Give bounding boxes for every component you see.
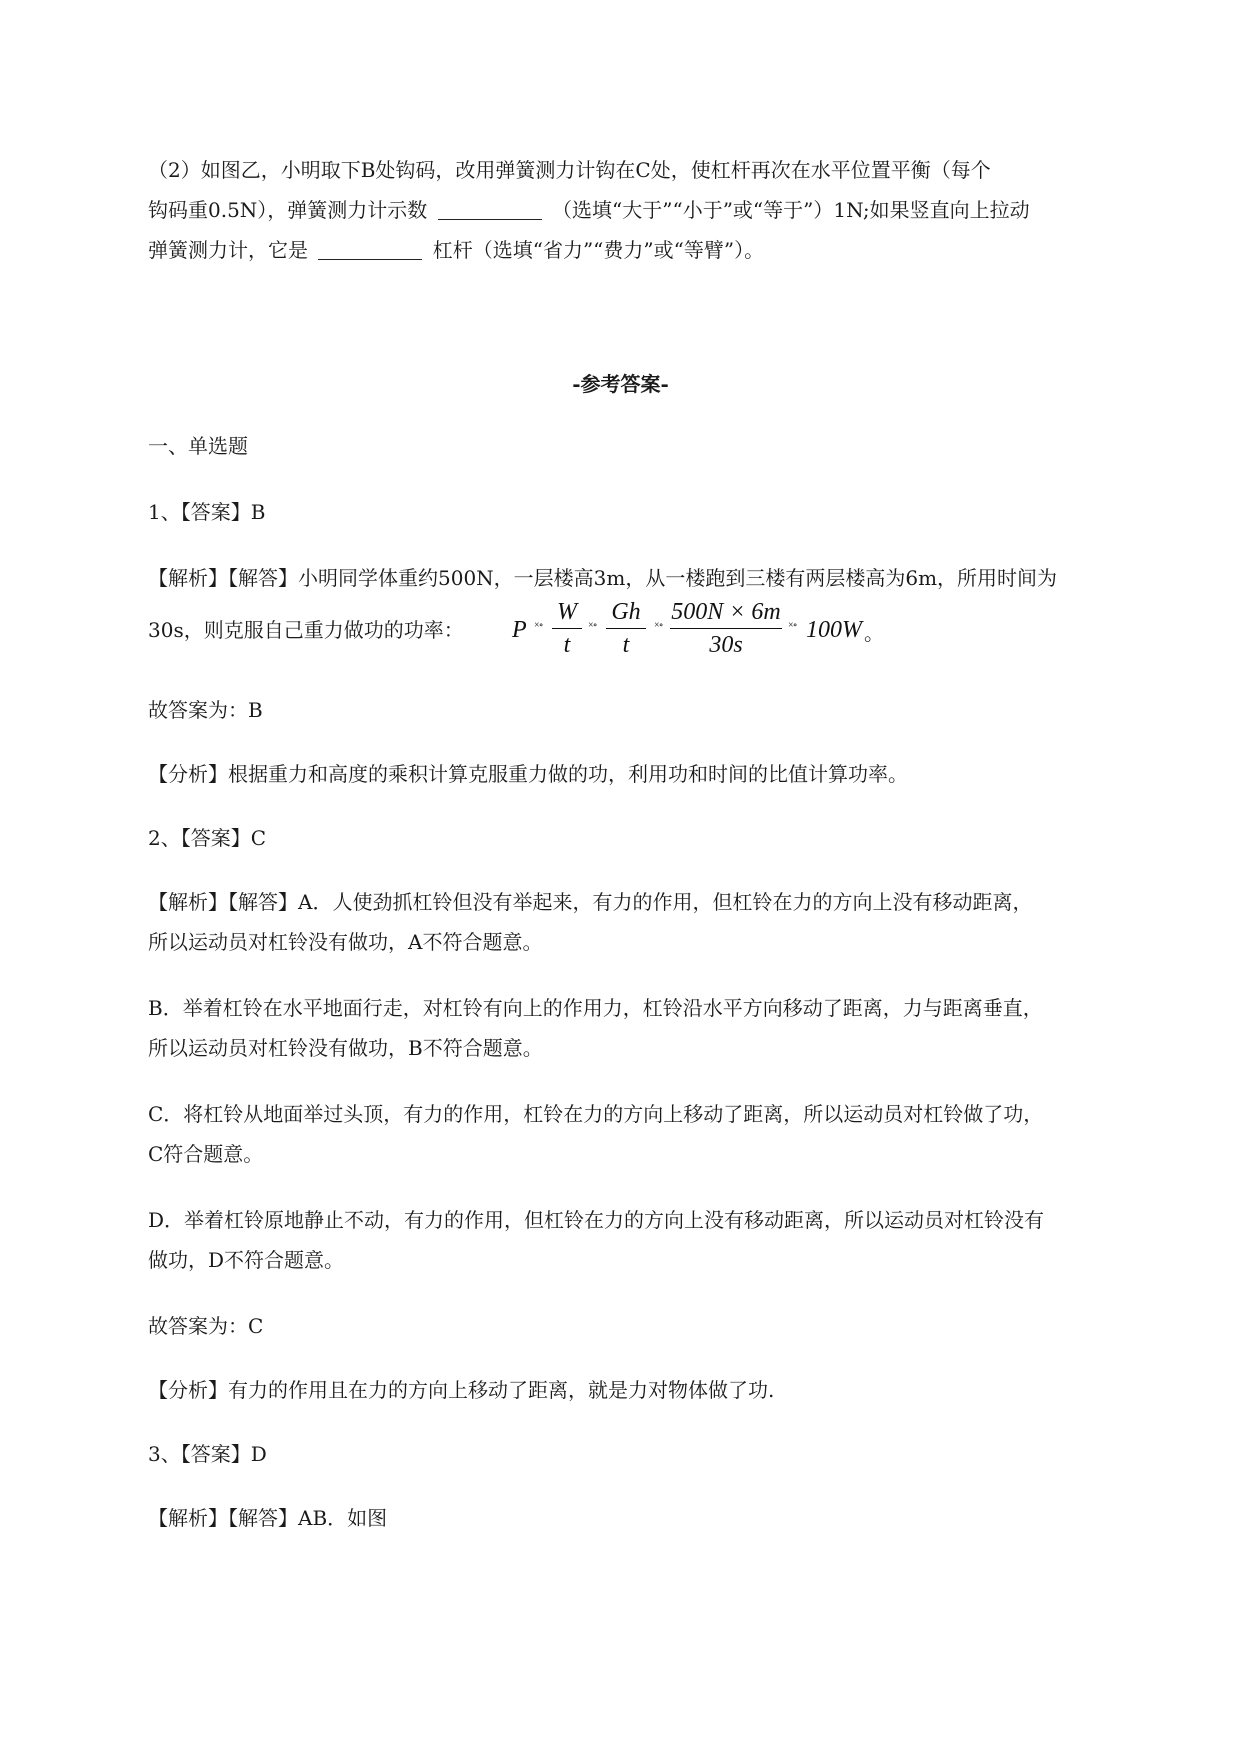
formula-frac-2 bbox=[606, 598, 646, 659]
formula-result: 100W bbox=[806, 617, 862, 643]
formula-dots-3: ×∘ bbox=[654, 620, 663, 631]
formula-end-mark: 。 bbox=[864, 623, 884, 645]
q2-option-d-line2: 做功，D不符合题意。 bbox=[148, 1248, 345, 1272]
q2-option-b-line1: B．举着杠铃在水平地面行走，对杠铃有向上的作用力，杠铃沿水平方向移动了距离，力与距离垂直， bbox=[148, 996, 1043, 1020]
q2-option-c-line1: C．将杠铃从地面举过头顶，有力的作用，杠铃在力的方向上移动了距离，所以运动员对杠铃做了功， bbox=[148, 1102, 1044, 1126]
formula-frac1-den: t bbox=[563, 632, 571, 658]
q1-conclusion: 故答案为：B bbox=[148, 698, 263, 722]
formula-frac2-den: t bbox=[622, 632, 630, 658]
formula-dots-1: ×∘ bbox=[534, 620, 543, 631]
section-heading: 一、单选题 bbox=[148, 434, 248, 458]
q2-option-c-line2: C符合题意。 bbox=[148, 1142, 264, 1166]
formula-frac3-den: 30s bbox=[709, 632, 743, 658]
q2-answer: 2、【答案】C bbox=[148, 826, 267, 850]
q2-analysis: 【分析】有力的作用且在力的方向上移动了距离，就是力对物体做了功. bbox=[148, 1378, 775, 1402]
q2-option-a-line2: 所以运动员对杠铃没有做功，A不符合题意。 bbox=[148, 930, 543, 954]
formula-p: P bbox=[512, 617, 527, 643]
q1-answer: 1、【答案】B bbox=[148, 500, 266, 524]
formula-frac3-bar bbox=[670, 628, 782, 629]
formula-frac1-num: W bbox=[557, 599, 577, 625]
q2-option-a-line1: 【解析】【解答】A．人使劲抓杠铃但没有举起来，有力的作用，但杠铃在力的方向上没有移动距离， bbox=[148, 890, 1033, 914]
q1-jiexi-line1: 【解析】【解答】小明同学体重约500N，一层楼高3m，从一楼跑到三楼有两层楼高为6m，所用时间为 bbox=[148, 566, 1058, 590]
q2-option-d-line1: D．举着杠铃原地静止不动，有力的作用，但杠铃在力的方向上没有移动距离，所以运动员对杠铃没有 bbox=[148, 1208, 1045, 1232]
answer-title: -参考答案- bbox=[572, 372, 669, 396]
formula-frac2-bar bbox=[606, 628, 646, 629]
part2-line2-text-a: 钩码重0.5N），弹簧测力计示数 bbox=[148, 198, 428, 222]
q3-jiexi: 【解析】【解答】AB．如图 bbox=[148, 1506, 388, 1530]
formula-frac-1 bbox=[552, 598, 582, 659]
part2-line3 bbox=[148, 236, 1168, 264]
q3-answer: 3、【答案】D bbox=[148, 1442, 267, 1466]
formula-dots-2: ×∘ bbox=[588, 620, 597, 631]
part2-line2 bbox=[148, 196, 1168, 224]
q1-analysis: 【分析】根据重力和高度的乘积计算克服重力做的功，利用功和时间的比值计算功率。 bbox=[148, 762, 908, 786]
part2-line1: （2）如图乙，小明取下B处钩码，改用弹簧测力计钩在C处，使杠杆再次在水平位置平衡（每个 bbox=[148, 158, 991, 182]
formula-frac3-num: 500N × 6m bbox=[671, 599, 781, 625]
answer-blank-2[interactable] bbox=[318, 239, 422, 260]
q1-jiexi-line2: 30s，则克服自己重力做功的功率： bbox=[148, 618, 464, 642]
formula-frac2-num: Gh bbox=[611, 599, 641, 625]
answer-blank-1[interactable] bbox=[438, 199, 542, 220]
part2-line3-text-b: 杠杆（选填“省力”“费力”或“等臂”）。 bbox=[432, 238, 765, 262]
formula-frac-3 bbox=[670, 598, 782, 659]
q2-option-b-line2: 所以运动员对杠铃没有做功，B不符合题意。 bbox=[148, 1036, 543, 1060]
formula-dots-4: ×∘ bbox=[788, 620, 797, 631]
q2-conclusion: 故答案为：C bbox=[148, 1314, 264, 1338]
formula-frac1-bar bbox=[552, 628, 582, 629]
power-formula bbox=[512, 599, 884, 670]
part2-line2-text-b: （选填“大于”“小于”或“等于”）1N;如果竖直向上拉动 bbox=[552, 198, 1030, 222]
part2-line3-text-a: 弹簧测力计，它是 bbox=[148, 238, 308, 262]
